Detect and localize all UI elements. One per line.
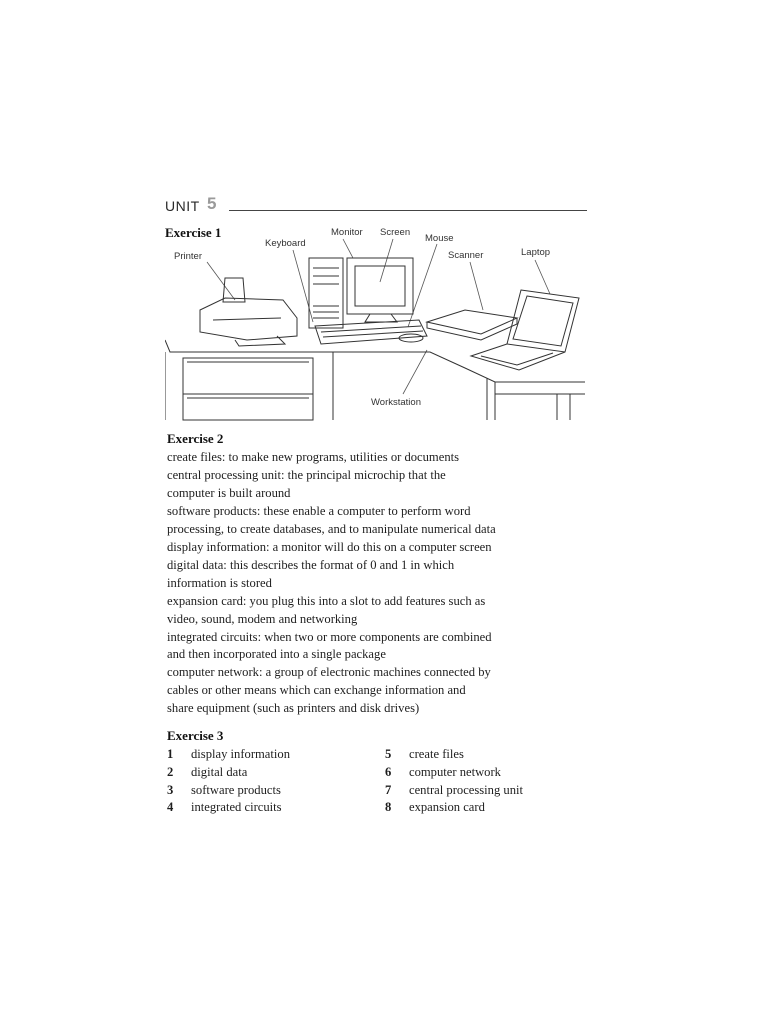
- definition-line: central processing unit: the principal microchip that the: [167, 467, 446, 482]
- answer-text: create files: [409, 747, 464, 761]
- answer-item: [167, 782, 367, 800]
- desk: [165, 340, 585, 420]
- definition-line: computer is built around: [167, 485, 291, 500]
- label-keyboard: Keyboard: [265, 238, 306, 249]
- answer-number: 2: [167, 764, 174, 779]
- answer-number: 8: [385, 800, 392, 815]
- exercise-1-heading: Exercise 1: [165, 225, 222, 240]
- answer-text: display information: [191, 747, 290, 761]
- tower-drawing: [309, 258, 343, 328]
- definition-line: software products: these enable a computer to perform word: [167, 503, 471, 518]
- answer-number: 3: [167, 782, 174, 797]
- label-laptop: Laptop: [521, 247, 551, 258]
- workstation-illustration: [165, 222, 585, 422]
- unit-header: [165, 194, 587, 220]
- label-screen: Screen: [380, 227, 411, 238]
- answer-item: [167, 799, 367, 817]
- monitor-drawing: [347, 258, 413, 322]
- label-printer: Printer: [174, 251, 202, 262]
- answer-item: [385, 746, 585, 764]
- answer-column-1: [167, 746, 367, 817]
- answer-item: [385, 764, 585, 782]
- label-mouse: Mouse: [425, 233, 454, 244]
- exercise-2-heading: Exercise 2: [167, 431, 224, 446]
- definition-line: digital data: this describes the format of 0 and 1 in which: [167, 557, 455, 572]
- printer-drawing: [200, 278, 297, 346]
- answer-number: 5: [385, 747, 392, 761]
- label-workstation: Workstation: [371, 397, 421, 408]
- definition-line: computer network: a group of electronic machines connected by: [167, 665, 491, 680]
- definition-line: information is stored: [167, 575, 272, 590]
- pointer-lines: [207, 239, 550, 394]
- answer-text: central processing unit: [409, 782, 524, 797]
- exercise-2-definitions: [167, 449, 597, 718]
- answer-text: expansion card: [409, 800, 485, 815]
- answer-text: integrated circuits: [191, 800, 282, 815]
- unit-rule: [229, 210, 587, 211]
- exercise-3-answers: [167, 746, 524, 817]
- answer-number: 7: [385, 782, 392, 797]
- answer-column-2: [385, 746, 585, 817]
- label-monitor: Monitor: [331, 227, 363, 238]
- definition-line: cables or other means which can exchange information and: [167, 683, 466, 698]
- answer-item: [167, 746, 367, 764]
- scanner-drawing: [427, 310, 517, 340]
- definition-line: share equipment (such as printers and disk drives): [167, 701, 420, 716]
- unit-label: UNIT: [165, 198, 200, 214]
- definition-line: and then incorporated into a single package: [167, 647, 386, 662]
- answer-item: [167, 764, 367, 782]
- answer-number: 4: [167, 800, 174, 815]
- definition-line: create files: to make new programs, utilities or documents: [167, 450, 460, 464]
- answer-item: [385, 799, 585, 817]
- exercise-3-heading: Exercise 3: [167, 728, 224, 743]
- answer-number: 1: [167, 747, 174, 761]
- keyboard-drawing: [315, 320, 427, 344]
- definition-line: video, sound, modem and networking: [167, 611, 358, 626]
- definition-line: integrated circuits: when two or more components are combined: [167, 629, 492, 644]
- unit-number: 5: [207, 194, 217, 213]
- answer-text: software products: [191, 782, 281, 797]
- answer-item: [385, 782, 585, 800]
- definition-line: processing, to create databases, and to manipulate numerical data: [167, 521, 496, 536]
- definition-line: display information: a monitor will do this on a computer screen: [167, 539, 492, 554]
- answer-number: 6: [385, 764, 392, 779]
- answer-text: computer network: [409, 764, 501, 779]
- definition-line: expansion card: you plug this into a slot to add features such as: [167, 593, 486, 608]
- label-scanner: Scanner: [448, 250, 484, 261]
- laptop-drawing: [471, 290, 579, 370]
- answer-text: digital data: [191, 764, 248, 779]
